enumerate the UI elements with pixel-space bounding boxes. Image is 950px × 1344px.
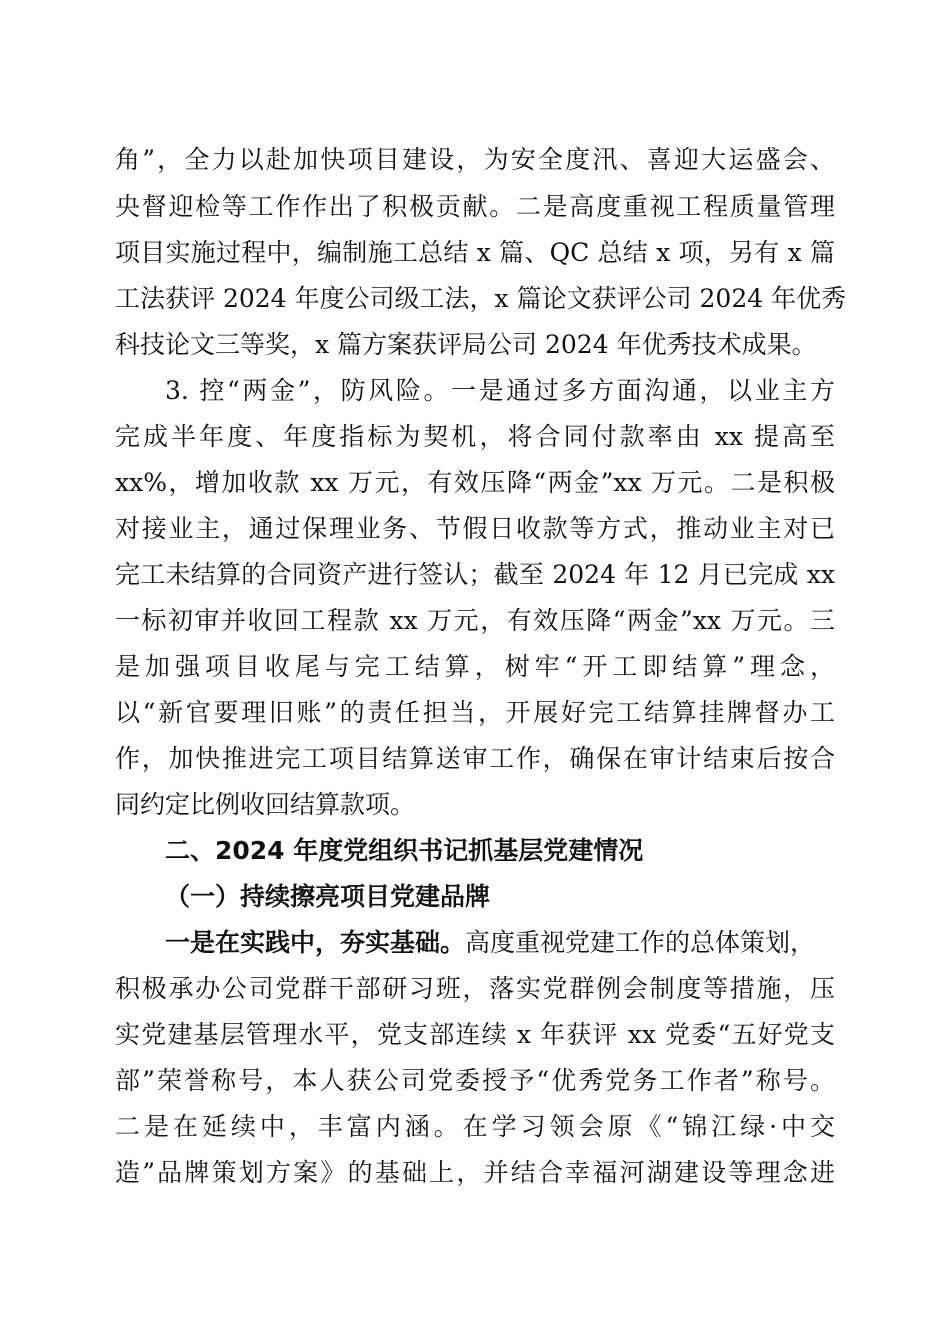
body-text-line: 工法获评 2024 年度公司级工法，x 篇论文获评公司 2024 年优秀: [115, 284, 847, 313]
body-text-line: 一标初审并收回工程款 xx 万元，有效压降“两金”xx 万元。三: [115, 606, 835, 635]
paragraph-lead-continuation: 高度重视党建工作的总体策划，: [465, 928, 816, 957]
body-text-line: 部”荣誉称号，本人获公司党委授予“优秀党务工作者”称号。: [115, 1066, 835, 1095]
body-text-line: 同约定比例收回结算款项。: [115, 790, 416, 819]
body-text-line: 二是在延续中，丰富内涵。在学习领会原《“锦江绿·中交: [115, 1112, 835, 1141]
body-text-line: 以“新官要理旧账”的责任担当，开展好完工结算挂牌督办工: [115, 698, 835, 727]
paragraph-lead-line: [165, 928, 835, 958]
subsection-heading: （一）持续擦亮项目党建品牌: [165, 882, 491, 911]
body-text-line: 完工未结算的合同资产进行签认；截至 2024 年 12 月已完成 xx: [115, 560, 835, 589]
body-text-line: 央督迎检等工作作出了积极贡献。二是高度重视工程质量管理: [115, 192, 835, 221]
body-text-line: 完成半年度、年度指标为契机，将合同付款率由 xx 提高至: [115, 422, 835, 451]
section-heading: 二、2024 年度党组织书记抓基层党建情况: [165, 836, 644, 865]
body-text-line: 造”品牌策划方案》的基础上，并结合幸福河湖建设等理念进: [115, 1158, 835, 1187]
body-text-line: 角”，全力以赴加快项目建设，为安全度汛、喜迎大运盛会、: [115, 145, 835, 174]
body-text-line: 对接业主，通过保理业务、节假日收款等方式，推动业主对已: [115, 514, 835, 543]
body-text-line: 科技论文三等奖，x 篇方案获评局公司 2024 年优秀技术成果。: [115, 330, 817, 359]
section-item-3-title-line: 3. 控“两金”，防风险。一是通过多方面沟通，以业主方: [165, 376, 835, 405]
paragraph-lead-text: 一是在实践中，夯实基础。: [165, 928, 466, 957]
body-text-line: 积极承办公司党群干部研习班，落实党群例会制度等措施，压: [115, 974, 835, 1003]
body-text-line: 实党建基层管理水平，党支部连续 x 年获评 xx 党委“五好党支: [115, 1020, 835, 1049]
body-text-line: 是加强项目收尾与完工结算，树牢“开工即结算”理念，: [115, 652, 835, 681]
body-text-line: 项目实施过程中，编制施工总结 x 篇、QC 总结 x 项，另有 x 篇: [115, 238, 835, 267]
body-text-line: xx%，增加收款 xx 万元，有效压降“两金”xx 万元。二是积极: [115, 468, 835, 497]
body-text-line: 作，加快推进完工项目结算送审工作，确保在审计结束后按合: [115, 744, 835, 773]
